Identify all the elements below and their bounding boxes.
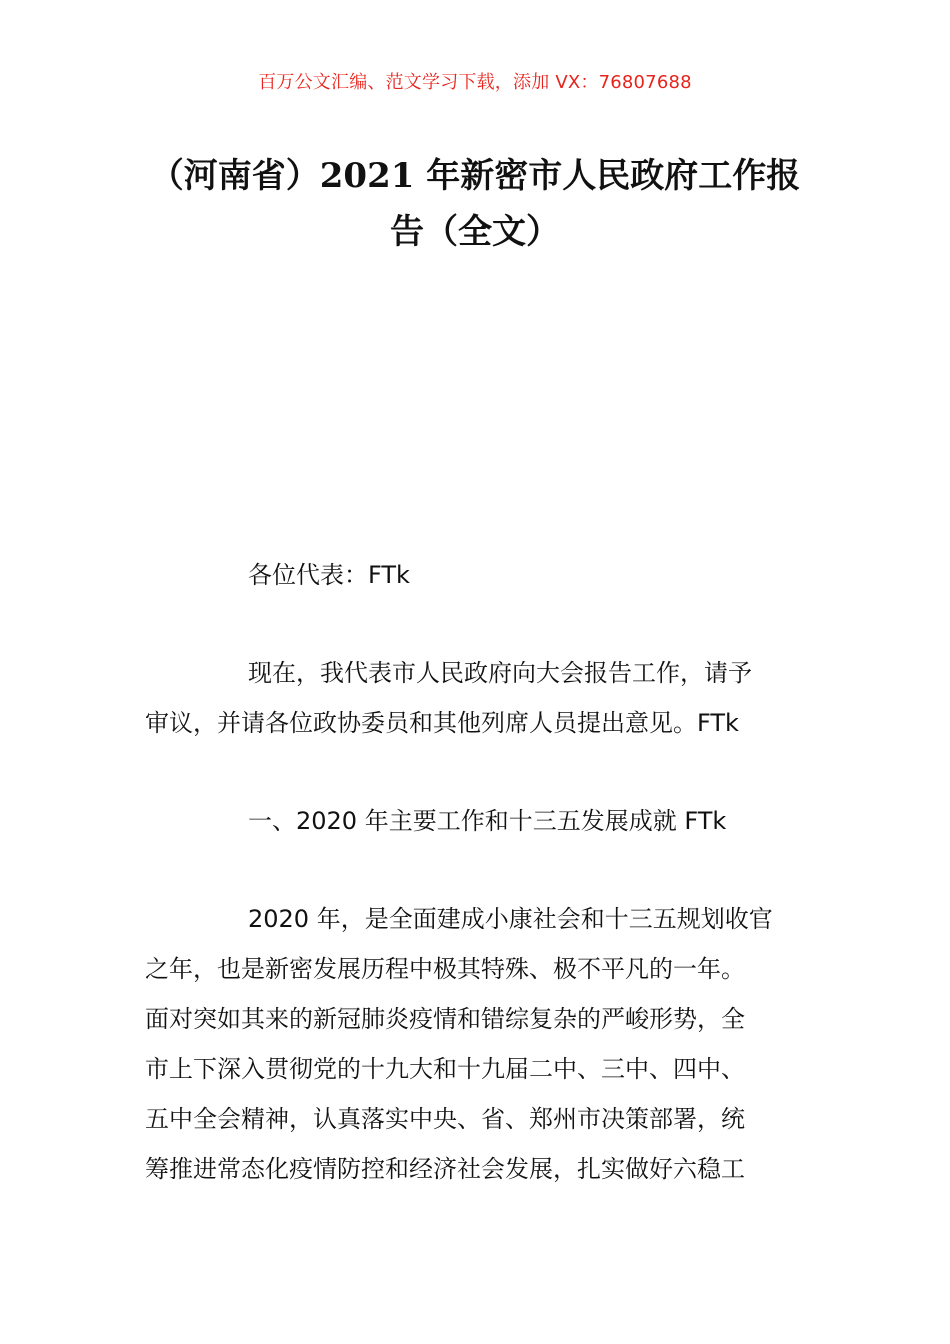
intro-paragraph — [145, 648, 807, 748]
greeting-paragraph — [145, 550, 807, 600]
intro-line-2: 审议，并请各位政协委员和其他列席人员提出意见。FTk — [145, 709, 739, 737]
section-heading — [145, 796, 807, 846]
document-title — [120, 148, 830, 260]
main-line: 筹推进常态化疫情防控和经济社会发展，扎实做好六稳工 — [145, 1155, 745, 1183]
main-line: 2020 年，是全面建成小康社会和十三五规划收官 — [248, 905, 773, 933]
main-paragraph — [145, 894, 807, 1194]
main-line: 五中全会精神，认真落实中央、省、郑州市决策部署，统 — [145, 1105, 745, 1133]
main-line: 市上下深入贯彻党的十九大和十九届二中、三中、四中、 — [145, 1055, 745, 1083]
main-line: 之年，也是新密发展历程中极其特殊、极不平凡的一年。 — [145, 955, 745, 983]
main-line: 面对突如其来的新冠肺炎疫情和错综复杂的严峻形势，全 — [145, 1005, 745, 1033]
intro-line-1: 现在，我代表市人民政府向大会报告工作，请予 — [248, 659, 752, 687]
section-heading-text: 一、2020 年主要工作和十三五发展成就 FTk — [248, 807, 727, 835]
title-line-2: 告（全文） — [390, 212, 560, 252]
header-watermark-note: 百万公文汇编、范文学习下载，添加 VX：76807688 — [258, 72, 692, 93]
greeting-text: 各位代表：FTk — [248, 561, 410, 589]
title-line-1: （河南省）2021 年新密市人民政府工作报 — [149, 156, 801, 196]
